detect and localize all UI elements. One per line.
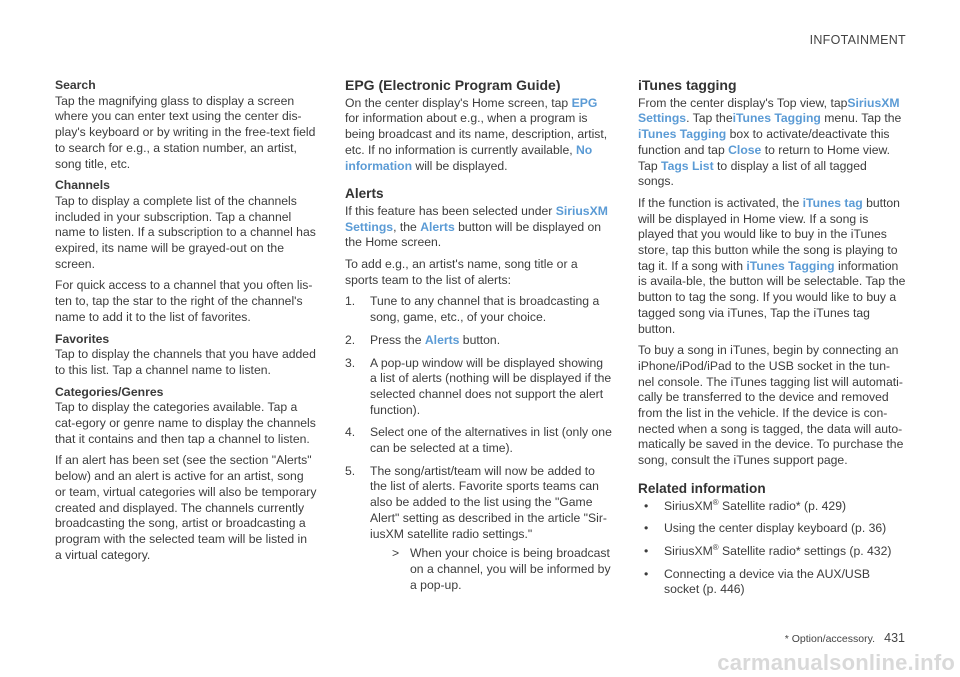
itunes-ui-settings: SiriusXM Settings xyxy=(638,95,900,126)
column-middle xyxy=(345,78,612,600)
alerts-intro: To add e.g., an artist's name, song title or a sports team to the list of alerts: xyxy=(345,257,578,287)
step-item xyxy=(345,356,612,419)
section-header: INFOTAINMENT xyxy=(809,33,906,47)
bullet-icon: • xyxy=(644,498,649,513)
step-text: The song/artist/team will now be added to the list of alerts. Favorite sports teams can also be added to the list using the "Game Alert" setting as described in the article "Sir-iusXM satellite radio settings." xyxy=(370,463,607,541)
alerts-ui-alerts: Alerts xyxy=(420,219,455,234)
alerts-text-1: If this feature has been selected under xyxy=(345,203,556,218)
favorites-body: Tap to display the channels that you have added to this list. Tap a channel name to listen. xyxy=(55,347,316,377)
itunes-body-3: To buy a song in iTunes, begin by connecting an iPhone/iPod/iPad to the USB socket in the tun-nel console. The iTunes tagging list will automati-cally be transferred to the device and removed from the list in the vehicle. If the device is con-nected when a song is tagged, the data will auto-matically be saved in the device. To purchase the song, consult the iTunes support page. xyxy=(638,343,904,468)
step-text: Tune to any channel that is broadcasting a song, game, etc., of your choice. xyxy=(370,294,600,325)
categories-heading: Categories/Genres xyxy=(55,384,164,399)
related-text: Satellite radio* settings (p. 432) xyxy=(718,543,892,558)
result-arrow-icon: > xyxy=(392,546,400,561)
channels-heading: Channels xyxy=(55,178,110,193)
page-number: 431 xyxy=(884,631,905,645)
categories-body-1: Tap to display the categories available. Tap a cat-egory or genre name to display the channels that it contains and then tap a channel to listen. xyxy=(55,400,316,446)
epg-heading: EPG (Electronic Program Guide) xyxy=(345,77,561,93)
related-item[interactable] xyxy=(638,521,906,537)
result-text: When your choice is being broadcast on a channel, you will be informed by a pop-up. xyxy=(410,546,611,592)
itunes-ui-tags-list: Tags List xyxy=(661,158,714,173)
search-heading: Search xyxy=(55,78,96,92)
itunes-body-2 xyxy=(638,196,906,337)
favorites-heading: Favorites xyxy=(55,331,110,346)
step-text: Select one of the alternatives in list (only one can be selected at a time). xyxy=(370,425,612,456)
itunes-text: menu. Tap the xyxy=(820,111,902,126)
epg-text-3: will be displayed. xyxy=(412,158,508,173)
itunes-body-1 xyxy=(638,96,906,190)
alerts-body xyxy=(345,204,612,251)
itunes-text: From the center display's Top view, tap xyxy=(638,95,848,110)
itunes-text: information is availa-ble, the button will be selectable. Tap the button to tag the song. If you would like to buy a tagged song via iTunes, Tap the iTunes tag button. xyxy=(638,258,906,336)
itunes-ui-tagging-info: iTunes Tagging xyxy=(746,258,835,273)
step-number: 2. xyxy=(345,332,356,347)
step-result xyxy=(370,546,612,593)
step-number: 1. xyxy=(345,294,356,309)
bullet-icon: • xyxy=(644,543,649,558)
alerts-heading: Alerts xyxy=(345,186,384,202)
step-number: 3. xyxy=(345,355,356,370)
itunes-text: to display a list of all tagged songs. xyxy=(638,158,867,189)
step-item xyxy=(345,333,612,349)
categories-body-2: If an alert has been set (see the section "Alerts" below) and an alert is active for an artist, song or team, virtual categories will also be temporary created and displayed. The channels currently broadcasting the song, artist or broadcasting a program with the selected team will be listed in a virtual category. xyxy=(55,453,317,562)
step-number: 5. xyxy=(345,463,356,478)
alerts-ui-settings: SiriusXM Settings xyxy=(345,203,608,234)
site-watermark: carmanualsonline.info xyxy=(717,650,955,675)
related-item[interactable] xyxy=(638,544,906,560)
alerts-steps xyxy=(345,294,612,593)
itunes-ui-tagging-menu: iTunes Tagging xyxy=(732,111,821,126)
itunes-text: to return to Home view. Tap xyxy=(638,142,891,173)
epg-text-2: for information about e.g., when a program is being broadcast and its name, description, artist, etc. If no information is currently available, xyxy=(345,111,608,157)
alerts-text-2: , the xyxy=(393,219,421,234)
column-right xyxy=(638,78,906,605)
itunes-heading: iTunes tagging xyxy=(638,77,737,93)
related-text: SiriusXM xyxy=(664,498,713,513)
itunes-text: box to activate/deactivate this function and tap xyxy=(638,127,890,157)
related-text: Satellite radio* (p. 429) xyxy=(718,498,847,513)
column-left xyxy=(55,78,317,569)
related-text: Connecting a device via the AUX/USB socket (p. 446) xyxy=(664,566,870,597)
step-number: 4. xyxy=(345,425,356,440)
related-list xyxy=(638,499,906,599)
itunes-text: button will be displayed in Home view. If a song is played that you would like to buy in the iTunes store, tap this button while the song is playing to tag it. If a song with xyxy=(638,195,900,273)
step-item xyxy=(345,464,612,594)
related-heading: Related information xyxy=(638,480,766,496)
option-footnote: * Option/accessory. xyxy=(784,633,875,645)
alerts-text-3: button will be displayed on the Home screen. xyxy=(345,219,602,250)
step-text: A pop-up window will be displayed showing a list of alerts (nothing will be displayed if the selected channel does not support the alert function). xyxy=(370,355,612,417)
bullet-icon: • xyxy=(644,521,649,536)
registered-mark: ® xyxy=(712,542,719,552)
step-ui-alerts: Alerts xyxy=(424,332,460,347)
epg-ui-no-information: No information xyxy=(345,142,593,173)
itunes-ui-tagging-box: iTunes Tagging xyxy=(638,127,727,142)
epg-text-1: On the center display's Home screen, tap xyxy=(345,95,572,110)
related-text: Using the center display keyboard (p. 36) xyxy=(664,521,887,536)
epg-body xyxy=(345,96,612,175)
step-item xyxy=(345,294,612,325)
related-item[interactable] xyxy=(638,567,906,598)
epg-ui-epg: EPG xyxy=(571,95,598,110)
search-body: Tap the magnifying glass to display a screen where you can enter text using the center dis-play's keyboard or by writing in the free-text field to search for e.g., a station number, an artist, song title, etc. xyxy=(55,93,316,171)
related-text: SiriusXM xyxy=(664,543,713,558)
itunes-text: . Tap the xyxy=(686,111,733,126)
itunes-ui-tag-button: iTunes tag xyxy=(802,195,863,210)
channels-body-1: Tap to display a complete list of the channels included in your subscription. Tap a channel name to listen. If a subscription to a channel has expired, its name will be grayed-out on the screen. xyxy=(55,193,316,271)
step-item xyxy=(345,425,612,456)
bullet-icon: • xyxy=(644,566,649,581)
related-item[interactable] xyxy=(638,499,906,515)
step-text: Press the xyxy=(370,332,425,347)
registered-mark: ® xyxy=(712,497,719,507)
channels-body-2: For quick access to a channel that you often lis-ten to, tap the star to the right of the channel's name to add it to the list of favorites. xyxy=(55,278,313,324)
itunes-text: If the function is activated, the xyxy=(638,195,803,210)
itunes-ui-close: Close xyxy=(728,142,762,157)
step-text: button. xyxy=(459,332,501,347)
